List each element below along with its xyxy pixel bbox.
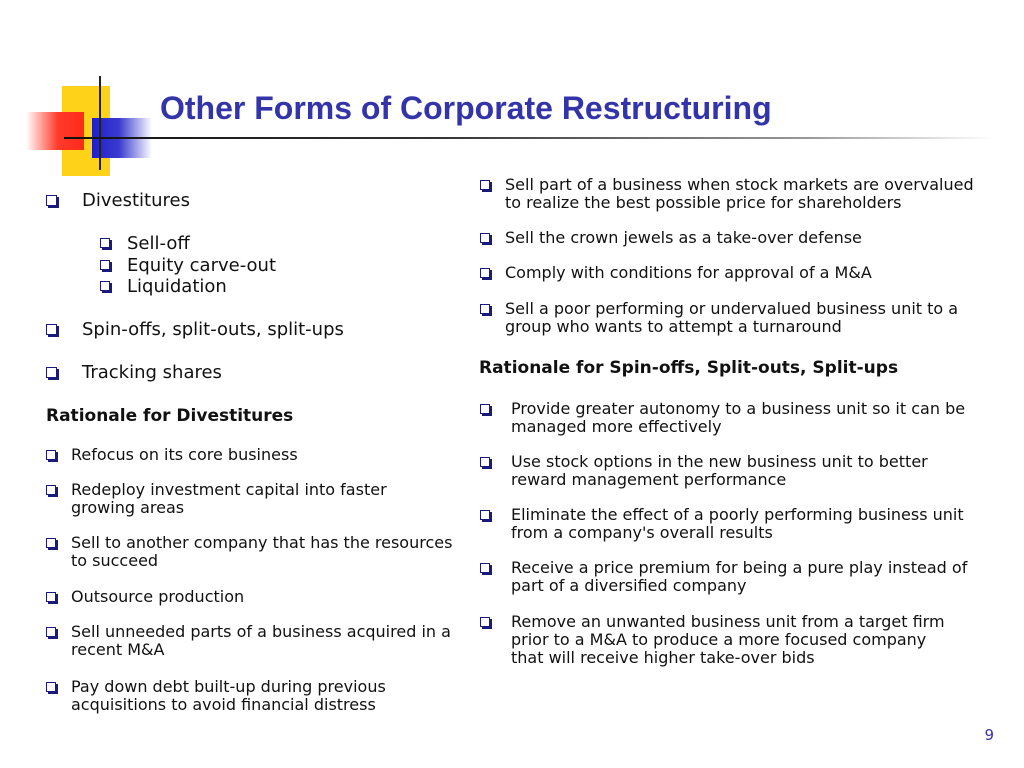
list-item bbox=[480, 559, 990, 595]
section-heading: Rationale for Spin-offs, Split-outs, Split-ups bbox=[479, 358, 899, 378]
list-item-text: Tracking shares bbox=[82, 362, 222, 383]
list-item-text: Divestitures bbox=[82, 190, 190, 211]
list-item-text: Liquidation bbox=[127, 276, 227, 297]
list-item bbox=[46, 481, 462, 517]
checkbox-bullet-icon bbox=[480, 404, 490, 414]
checkbox-bullet-icon bbox=[480, 304, 490, 314]
logo-vertical-line bbox=[99, 76, 101, 170]
list-item-text: Receive a price premium for being a pure play instead of part of a diversified company bbox=[511, 558, 968, 595]
page-title: Other Forms of Corporate Restructuring bbox=[160, 90, 772, 126]
list-item bbox=[46, 319, 344, 341]
list-item bbox=[480, 400, 990, 436]
checkbox-bullet-icon bbox=[46, 195, 57, 206]
list-item-text: Sell the crown jewels as a take-over defense bbox=[505, 228, 862, 247]
list-item-text: Spin-offs, split-outs, split-ups bbox=[82, 319, 344, 340]
list-item-text: Use stock options in the new business unit to better reward management performance bbox=[511, 452, 928, 489]
list-item-text: Sell to another company that has the resources to succeed bbox=[71, 533, 453, 570]
list-item-text: Refocus on its core business bbox=[71, 445, 298, 464]
list-item-text: Sell a poor performing or undervalued business unit to a group who wants to attempt a turnaround bbox=[505, 299, 959, 336]
list-item bbox=[480, 613, 990, 667]
list-item-text: Equity carve-out bbox=[127, 255, 277, 276]
checkbox-bullet-icon bbox=[100, 238, 110, 248]
list-item bbox=[46, 623, 462, 659]
checkbox-bullet-icon bbox=[46, 324, 57, 335]
checkbox-bullet-icon bbox=[480, 180, 490, 190]
list-item bbox=[100, 233, 190, 255]
list-item-text: Sell-off bbox=[127, 233, 190, 254]
checkbox-bullet-icon bbox=[46, 682, 56, 692]
checkbox-bullet-icon bbox=[100, 281, 110, 291]
checkbox-bullet-icon bbox=[480, 233, 490, 243]
checkbox-bullet-icon bbox=[480, 617, 490, 627]
list-item bbox=[46, 362, 222, 384]
list-item bbox=[480, 453, 990, 489]
checkbox-bullet-icon bbox=[100, 260, 110, 270]
checkbox-bullet-icon bbox=[46, 485, 56, 495]
checkbox-bullet-icon bbox=[480, 457, 490, 467]
list-item bbox=[480, 300, 990, 336]
checkbox-bullet-icon bbox=[46, 627, 56, 637]
checkbox-bullet-icon bbox=[46, 538, 56, 548]
logo-red-bar bbox=[26, 112, 84, 150]
list-item-text: Sell part of a business when stock markets are overvalued to realize the best possible price for shareholders bbox=[505, 175, 974, 212]
list-item-text: Eliminate the effect of a poorly performing business unit from a company's overall results bbox=[511, 505, 964, 542]
checkbox-bullet-icon bbox=[46, 450, 56, 460]
list-item bbox=[100, 276, 227, 298]
list-item bbox=[46, 190, 190, 212]
checkbox-bullet-icon bbox=[46, 592, 56, 602]
page-number: 9 bbox=[984, 726, 994, 744]
title-underline bbox=[64, 137, 994, 139]
list-item bbox=[480, 506, 990, 542]
checkbox-bullet-icon bbox=[480, 268, 490, 278]
list-item-text: Redeploy investment capital into faster growing areas bbox=[71, 480, 387, 517]
checkbox-bullet-icon bbox=[480, 510, 490, 520]
list-item-text: Outsource production bbox=[71, 587, 245, 606]
list-item-text: Comply with conditions for approval of a M&A bbox=[505, 263, 872, 282]
checkbox-bullet-icon bbox=[46, 367, 57, 378]
checkbox-bullet-icon bbox=[480, 563, 490, 573]
list-item bbox=[100, 255, 276, 277]
list-item-text: Provide greater autonomy to a business unit so it can be managed more effectively bbox=[511, 399, 966, 436]
list-item bbox=[480, 229, 990, 247]
list-item-text: Sell unneeded parts of a business acquired in a recent M&A bbox=[71, 622, 451, 659]
section-heading: Rationale for Divestitures bbox=[46, 406, 294, 426]
list-item-text: Remove an unwanted business unit from a target firm prior to a M&A to produce a more focused company that will receive higher take-over bids bbox=[511, 612, 945, 667]
list-item bbox=[480, 264, 990, 282]
list-item bbox=[46, 588, 462, 606]
list-item bbox=[46, 678, 462, 714]
list-item bbox=[480, 176, 990, 212]
list-item bbox=[46, 534, 462, 570]
list-item-text: Pay down debt built-up during previous acquisitions to avoid financial distress bbox=[71, 677, 386, 714]
list-item bbox=[46, 446, 462, 464]
